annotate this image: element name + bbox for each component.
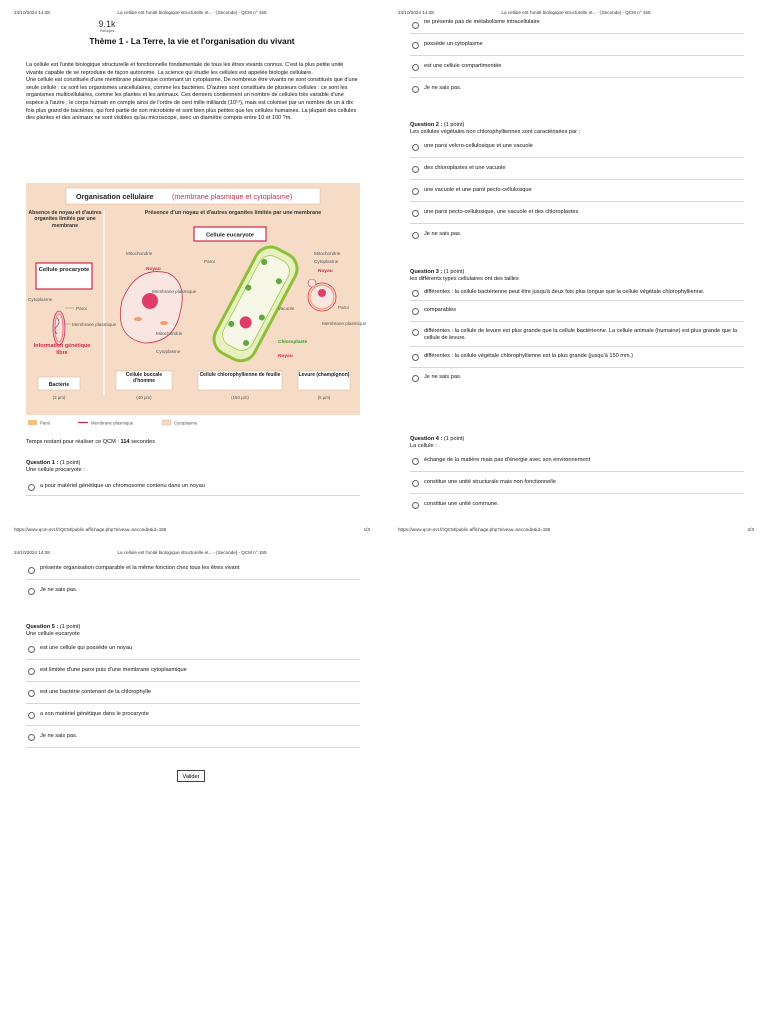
header-title: La cellule est l'unité biologique structurelle et... - [Seconde] - QCM n° 155: [117, 10, 267, 15]
footer-page-number: 2/3: [747, 527, 754, 532]
answer-label: des chloroplastes et une vacuole: [424, 165, 506, 171]
answer-option[interactable]: [410, 472, 744, 494]
label-chloroplaste: Chloroplaste: [278, 340, 308, 345]
answer-option[interactable]: [410, 56, 744, 78]
question-1: [26, 460, 360, 496]
page-header: [14, 10, 370, 20]
answer-option[interactable]: [410, 158, 744, 180]
radio-button[interactable]: [28, 484, 35, 491]
answer-label: est une cellule qui possède un noyau: [40, 645, 133, 651]
radio-button[interactable]: [28, 690, 35, 697]
label-paroi-bacterie: Paroi: [76, 306, 87, 311]
question-2: [410, 122, 744, 245]
radio-button[interactable]: [412, 86, 419, 93]
answer-label: différentes : la cellule végétale chlorophyllienne est la plus grande (jusqu'à 150 mm.): [424, 353, 633, 359]
legend-membrane: Membrane plasmique: [91, 420, 134, 426]
answer-label: présente organisation comparable et la même fonction chez tous les êtres vivant: [40, 565, 240, 571]
cell-name-bacterie: Bactérie: [48, 382, 70, 388]
share-count: 9.1k: [98, 19, 116, 29]
radio-button[interactable]: [28, 588, 35, 595]
answer-label: échange de la matière mais pas d'énergie avec son environnement: [424, 457, 591, 463]
page-footer: [14, 527, 370, 535]
answer-option[interactable]: [410, 19, 744, 34]
pdf-page-2: [384, 0, 768, 540]
question-text: les différents types cellulaires ont des tailles: [410, 276, 519, 282]
answer-option[interactable]: [410, 283, 744, 301]
answer-label: Je ne sais pas.: [424, 231, 462, 237]
label-noyau-vegetal: Noyau: [278, 354, 293, 359]
page-footer: [398, 527, 754, 535]
answer-label: possède un cytoplasme: [424, 41, 483, 47]
share-label: Partages: [99, 29, 115, 33]
right-column-header: Présence d'un noyau et d'autres organites limités par une membrane: [144, 210, 322, 216]
radio-button[interactable]: [412, 64, 419, 71]
footer-url[interactable]: https://www.qcm-svt.fr/QCM/public-affichage.php?niveau=seconde&id=155: [14, 527, 167, 532]
radio-button[interactable]: [412, 308, 419, 315]
answer-label: Je ne sais pas.: [424, 374, 462, 380]
eucaryote-box-label: Cellule eucaryote: [205, 232, 255, 239]
header-title: La cellule est l'unité biologique structurelle et... - [Seconde] - QCM n° 155: [117, 550, 267, 555]
answer-option[interactable]: [410, 494, 744, 515]
radio-button[interactable]: [412, 502, 419, 509]
question-label: Question 3 :: [410, 269, 443, 275]
answer-label: Je ne sais pas.: [40, 733, 78, 739]
radio-button[interactable]: [28, 567, 35, 574]
question-4: [410, 436, 744, 515]
legend-cytoplasme: Cytoplasme: [174, 420, 198, 426]
answer-label: une paroi velcro-cellulosique et une vacuole: [424, 143, 533, 149]
cell-organisation-figure: [26, 183, 367, 429]
answer-label: comparables: [424, 307, 457, 313]
label-cytoplasme-bacterie: Cytoplasme: [28, 297, 53, 302]
question-points: (1 point): [442, 269, 465, 275]
header-title: La cellule est l'unité biologique structurelle et... - [Seconde] - QCM n° 155: [501, 10, 651, 15]
label-vacuole: Vacuole: [278, 306, 295, 311]
answer-label: différentes : la cellule de levure est plus grande que la cellule bactérienne. La cellule animale (humaine) est plus grande que la cellule de levure.: [424, 328, 738, 341]
answer-label: une vacuole et une paroi pecto-cellulosique: [424, 187, 532, 193]
label-mitochondrie: Mitochondrie: [126, 251, 153, 256]
header-date: 24/10/2024 14:38: [398, 10, 434, 15]
question-points: (1 point): [58, 460, 81, 466]
radio-button[interactable]: [412, 166, 419, 173]
cell-name-levure: Levure (champignon): [298, 372, 350, 378]
answer-label: Je ne sais pas.: [40, 587, 78, 593]
label-membrane-bacterie: Membrane plasmique: [72, 322, 117, 327]
intro-paragraph: Une cellule est constituée d'une membrane plasmique contenant un cytoplasme. De nombreux être vivants ne sont constitués que d'une seule cellule : ce sont les organismes unicellulaires, comme les bactéries. D'autres sont constitués de plusieurs cellules : ce sont les organismes multicellulaires, comme les plantes et les animaux. Ces derniers contiennent un nombre de cellules très variable d'une espèce à l'autre ; le corps humain en compte ainsi de l'ordre de cent mille milliards (10¹⁴), mais est colonisé par un nombre de un à dix fois plus grand de bactéries, qui font partie de son microbiote et sont bien plus petites que les cellules humaines. La plupart des cellules des plantes et des animaux ne sont visibles qu'au microscope, avec un diamètre compris entre 10 et 100 ?m.: [26, 77, 358, 122]
legend-swatch-paroi: [28, 420, 37, 425]
answer-option[interactable]: [410, 180, 744, 202]
answer-option[interactable]: [410, 450, 744, 472]
radio-button[interactable]: [412, 290, 419, 297]
answer-option[interactable]: [410, 322, 744, 347]
cell-size-buccale: (40 µm): [136, 395, 152, 400]
radio-button[interactable]: [28, 646, 35, 653]
question-1-continued: [410, 19, 744, 99]
radio-button[interactable]: [412, 210, 419, 217]
answer-label: différentes : la cellule bactérienne peut être jusqu'à deux fois plus longue que la cellule végétale chlorophyllienne.: [424, 289, 705, 295]
answer-option[interactable]: [26, 682, 360, 704]
answer-option[interactable]: [26, 580, 360, 601]
answer-label: est une bactérie contenant de la chlorophylle: [40, 689, 152, 695]
radio-button[interactable]: [412, 480, 419, 487]
question-text: Une cellule eucaryote: [26, 631, 80, 637]
page-header: [14, 550, 370, 560]
timer: [26, 439, 155, 445]
answer-option[interactable]: [410, 301, 744, 322]
page-title: Thème 1 - La Terre, la vie et l'organisation du vivant: [89, 36, 295, 46]
cell-name-buccale: Cellule buccale d'homme: [125, 372, 163, 385]
answer-label: constitue une unité structurale mais non fonctionnelle: [424, 479, 556, 485]
label-noyau-levure: Noyau: [318, 269, 333, 274]
radio-button[interactable]: [412, 329, 419, 336]
label-noyau: Noyau: [146, 267, 161, 272]
legend-swatch-cytoplasme: [162, 420, 171, 425]
footer-url[interactable]: https://www.qcm-svt.fr/QCM/public-affichage.php?niveau=seconde&id=155: [398, 527, 551, 532]
answer-label: est une cellule compartimentée: [424, 63, 502, 69]
answer-option[interactable]: [410, 224, 744, 245]
question-label: Question 1 :: [26, 460, 59, 466]
header-date: 24/10/2024 14:38: [14, 10, 50, 15]
answer-option[interactable]: [26, 726, 360, 748]
cell-size-levure: (5 µm): [317, 395, 331, 400]
question-text: Les cellules végétales non chlorophylliennes sont caractérisées par :: [410, 129, 581, 135]
label-membrane-plasmique: Membrane plasmique: [152, 289, 197, 294]
answer-option[interactable]: [410, 202, 744, 224]
answer-option[interactable]: [410, 78, 744, 99]
answer-label: a pour matériel génétique un chromosome contenu dans un noyau: [40, 483, 205, 489]
intro-text: [26, 62, 360, 123]
cell-size-bacterie: (2 µm): [52, 395, 66, 400]
timer-value: 114: [120, 439, 130, 445]
pdf-page-1: [0, 0, 384, 540]
label-cytoplasme-levure: Cytoplasme: [314, 259, 339, 264]
legend-paroi: Paroi: [40, 420, 51, 426]
info-genetique-label: Information génétique libre: [33, 343, 91, 356]
answer-label: ne présente pas de métabolisme intracellulaire: [424, 19, 540, 25]
answer-option[interactable]: [26, 660, 360, 682]
radio-button[interactable]: [412, 232, 419, 239]
answer-option[interactable]: [26, 638, 360, 660]
answer-label: Je ne sais pas.: [424, 85, 462, 91]
radio-button[interactable]: [412, 458, 419, 465]
answer-label: une paroi pecto-cellulosique, une vacuole et des chloroplastes: [424, 209, 579, 215]
question-4-continued: [26, 565, 360, 601]
answer-option[interactable]: [410, 368, 744, 388]
question-label: Question 5 :: [26, 624, 59, 630]
left-column-header: Absence de noyau et d'autres organites limités par une membrane: [28, 210, 102, 229]
share-counter[interactable]: [92, 20, 122, 34]
question-label: Question 4 :: [410, 436, 443, 442]
timer-suffix: secondes: [129, 439, 156, 445]
figure-title: Organisation cellulaire: [76, 192, 154, 201]
radio-button[interactable]: [28, 668, 35, 675]
question-points: (1 point): [442, 122, 465, 128]
answer-option[interactable]: [410, 136, 744, 158]
answer-option[interactable]: [26, 481, 360, 496]
answer-label: est limitée d'une paroi puis d'une membrane cytoplasmique: [40, 667, 187, 673]
radio-button[interactable]: [412, 22, 419, 29]
question-text: Une cellule procaryote :: [26, 467, 85, 473]
label-paroi-levure: Paroi: [338, 305, 349, 310]
answer-option[interactable]: [410, 347, 744, 368]
radio-button[interactable]: [412, 188, 419, 195]
answer-option[interactable]: [26, 704, 360, 726]
question-text: La cellule :: [410, 443, 437, 449]
header-date: 24/10/2024 14:38: [14, 550, 50, 555]
answer-label: a son matériel génétique dans le procaryote: [40, 711, 149, 717]
answer-option[interactable]: [410, 34, 744, 56]
radio-button[interactable]: [412, 144, 419, 151]
footer-page-number: 1/3: [363, 527, 370, 532]
radio-button[interactable]: [28, 734, 35, 741]
question-label: Question 2 :: [410, 122, 443, 128]
intro-paragraph: La cellule est l'unité biologique structurelle et fonctionnelle fondamentale de tous les êtres vivants connus. C'est la plus petite unité vivante capable de se reproduire de façon autonome. La science qui étudie les cellules est appelée biologie cellulaire.: [26, 62, 344, 76]
question-points: (1 point): [442, 436, 465, 442]
radio-button[interactable]: [412, 354, 419, 361]
figure-subtitle: (membrane plasmique et cytoplasme): [172, 192, 293, 201]
cell-name-chlorophyllienne: Cellule chlorophyllienne de feuille: [199, 372, 281, 378]
cell-size-chlorophyllienne: (150 µm): [231, 395, 249, 400]
question-5: [26, 624, 360, 748]
radio-button[interactable]: [412, 42, 419, 49]
submit-button[interactable]: Valider: [177, 770, 205, 782]
label-paroi: Paroi: [204, 259, 215, 264]
question-points: (1 point): [58, 624, 81, 630]
label-membrane-levure: Membrane plasmique: [322, 321, 367, 326]
label-cytoplasme: Cytoplasme: [156, 349, 181, 354]
timer-prefix: Temps restant pour réaliser ce QCM :: [26, 439, 121, 445]
pdf-page-3: [0, 540, 384, 800]
answer-option[interactable]: [26, 565, 360, 580]
question-3: [410, 269, 744, 388]
procaryote-box-label: Cellule procaryote: [38, 267, 90, 273]
radio-button[interactable]: [412, 375, 419, 382]
answer-label: constitue une unité commune.: [424, 501, 499, 507]
label-mitochondrie-2: Mitochondrie: [156, 331, 183, 336]
radio-button[interactable]: [28, 712, 35, 719]
label-mitochondrie-levure: Mitochondrie: [314, 251, 341, 256]
